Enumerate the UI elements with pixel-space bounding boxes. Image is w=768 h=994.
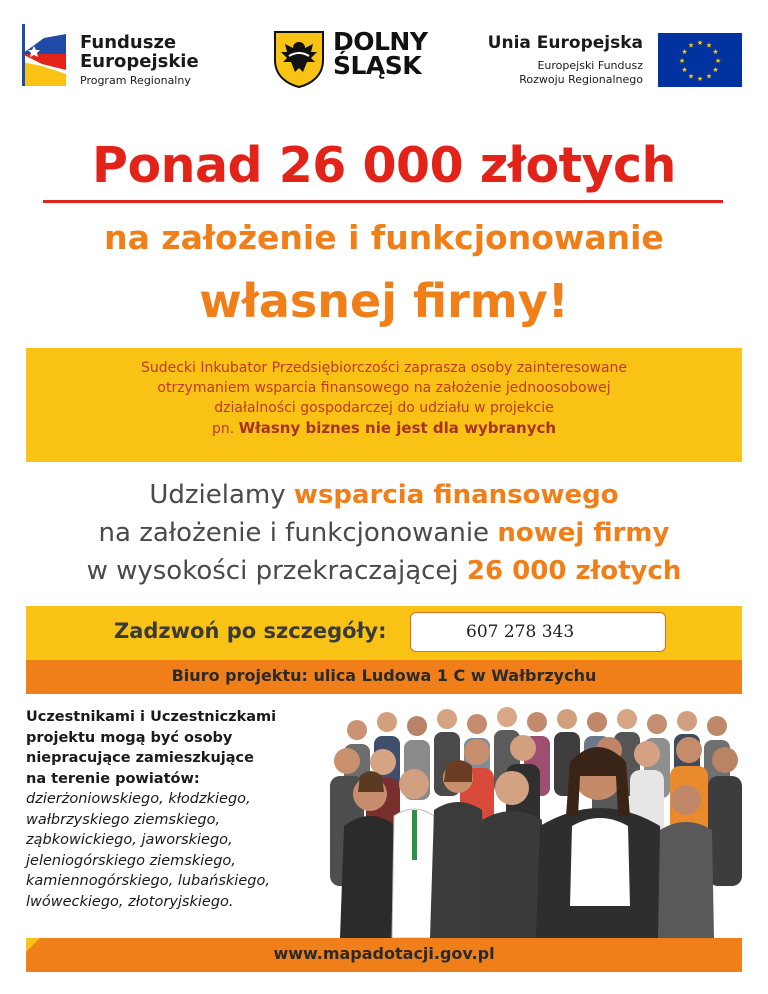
- ds-line-2: ŚLĄSK: [333, 51, 422, 80]
- footer-bar: [26, 938, 742, 972]
- intro-line-3: działalności gospodarczej do udziału w projekcie: [214, 400, 554, 416]
- intro-line-4: [26, 418, 742, 439]
- svg-text:★: ★: [687, 72, 695, 81]
- dolny-slask-text: [333, 27, 428, 80]
- eligibility-line: Uczestnikami i Uczestniczkami: [26, 709, 277, 725]
- headline-subtitle: na założenie i funkcjonowanie: [104, 218, 664, 257]
- intro-line-1: Sudecki Inkubator Przedsiębiorczości zaprasza osoby zainteresowane: [140, 360, 628, 376]
- headline-own-company: własnej firmy!: [199, 274, 569, 328]
- headline-underline: [43, 200, 723, 203]
- fundusze-europejskie-logo-icon: [22, 24, 66, 86]
- intro-box: [26, 348, 742, 462]
- intro-text: [26, 358, 742, 439]
- county-line: jeleniogórskiego ziemskiego,: [26, 852, 236, 869]
- support-line-3-highlight: 26 000 złotych: [466, 556, 682, 586]
- svg-text:★: ★: [712, 48, 719, 56]
- project-name: Własny biznes nie jest dla wybranych: [238, 419, 557, 437]
- svg-text:★: ★: [696, 39, 704, 47]
- office-bar: [26, 660, 742, 694]
- county-line: dzierżoniowskiego, kłodzkiego,: [26, 791, 251, 807]
- county-line: wałbrzyskiego ziemskiego,: [26, 811, 221, 828]
- svg-text:★: ★: [678, 57, 686, 65]
- call-label: Zadzwoń po szczegóły:: [114, 619, 387, 643]
- support-line-1-highlight: wsparcia finansowego: [293, 480, 619, 510]
- svg-text:★: ★: [687, 41, 695, 50]
- eligibility-text: [26, 707, 326, 912]
- office-address: Biuro projektu: ulica Ludowa 1 C w Wałbrzychu: [171, 666, 597, 685]
- dolny-slask-coat-of-arms-icon: [273, 30, 325, 88]
- eu-line-1: Europejski Fundusz: [537, 59, 643, 72]
- eu-flag-icon: [658, 33, 742, 87]
- eu-title: Unia Europejska: [487, 33, 643, 53]
- intro-line-2: otrzymaniem wsparcia finansowego na założenie jednoosobowej: [157, 380, 611, 396]
- phone-number-box[interactable]: [410, 612, 666, 652]
- county-line: ząbkowickiego, jaworskiego,: [26, 832, 233, 848]
- headline-amount: Ponad 26 000 złotych: [92, 137, 676, 194]
- county-line: lwóweckiego, złotoryjskiego.: [26, 893, 234, 910]
- svg-text:★: ★: [681, 66, 688, 74]
- support-line-3: [0, 552, 768, 590]
- fe-line-3: Program Regionalny: [80, 74, 191, 87]
- fundusze-europejskie-text: [80, 33, 199, 87]
- fe-line-1: Fundusze: [80, 32, 177, 53]
- support-line-1: [0, 476, 768, 514]
- support-line-1-a: Udzielamy: [149, 480, 294, 510]
- svg-text:★: ★: [705, 41, 713, 50]
- ds-line-1: DOLNY: [333, 27, 428, 56]
- eu-line-2: Rozwoju Regionalnego: [519, 73, 643, 86]
- svg-text:★: ★: [705, 72, 713, 81]
- eu-text: [488, 33, 643, 87]
- support-line-2-a: na założenie i funkcjonowanie: [98, 518, 498, 548]
- crowd-of-people-illustration: [330, 706, 742, 938]
- svg-text:★: ★: [714, 57, 722, 65]
- eligibility-line: na terenie powiatów:: [26, 770, 200, 787]
- intro-prefix: pn.: [211, 421, 235, 437]
- phone-number: 607 278 343: [466, 622, 575, 642]
- website-link[interactable]: www.mapadotacji.gov.pl: [273, 944, 495, 963]
- call-bar: [26, 606, 742, 660]
- footer-corner-accent: [26, 938, 40, 952]
- support-line-2-highlight: nowej firmy: [497, 518, 670, 548]
- support-text: [0, 476, 768, 590]
- svg-text:★: ★: [712, 66, 719, 74]
- support-line-3-a: w wysokości przekraczającej: [86, 556, 467, 586]
- eligibility-line: niepracujące zamieszkujące: [26, 750, 254, 766]
- county-line: kamiennogórskiego, lubańskiego,: [26, 873, 270, 889]
- svg-text:★: ★: [681, 48, 688, 56]
- svg-text:★: ★: [696, 75, 704, 83]
- logo-bar: [0, 0, 768, 110]
- eligibility-line: projektu mogą być osoby: [26, 729, 233, 746]
- fe-line-2: Europejskie: [80, 51, 199, 72]
- support-line-2: [0, 514, 768, 552]
